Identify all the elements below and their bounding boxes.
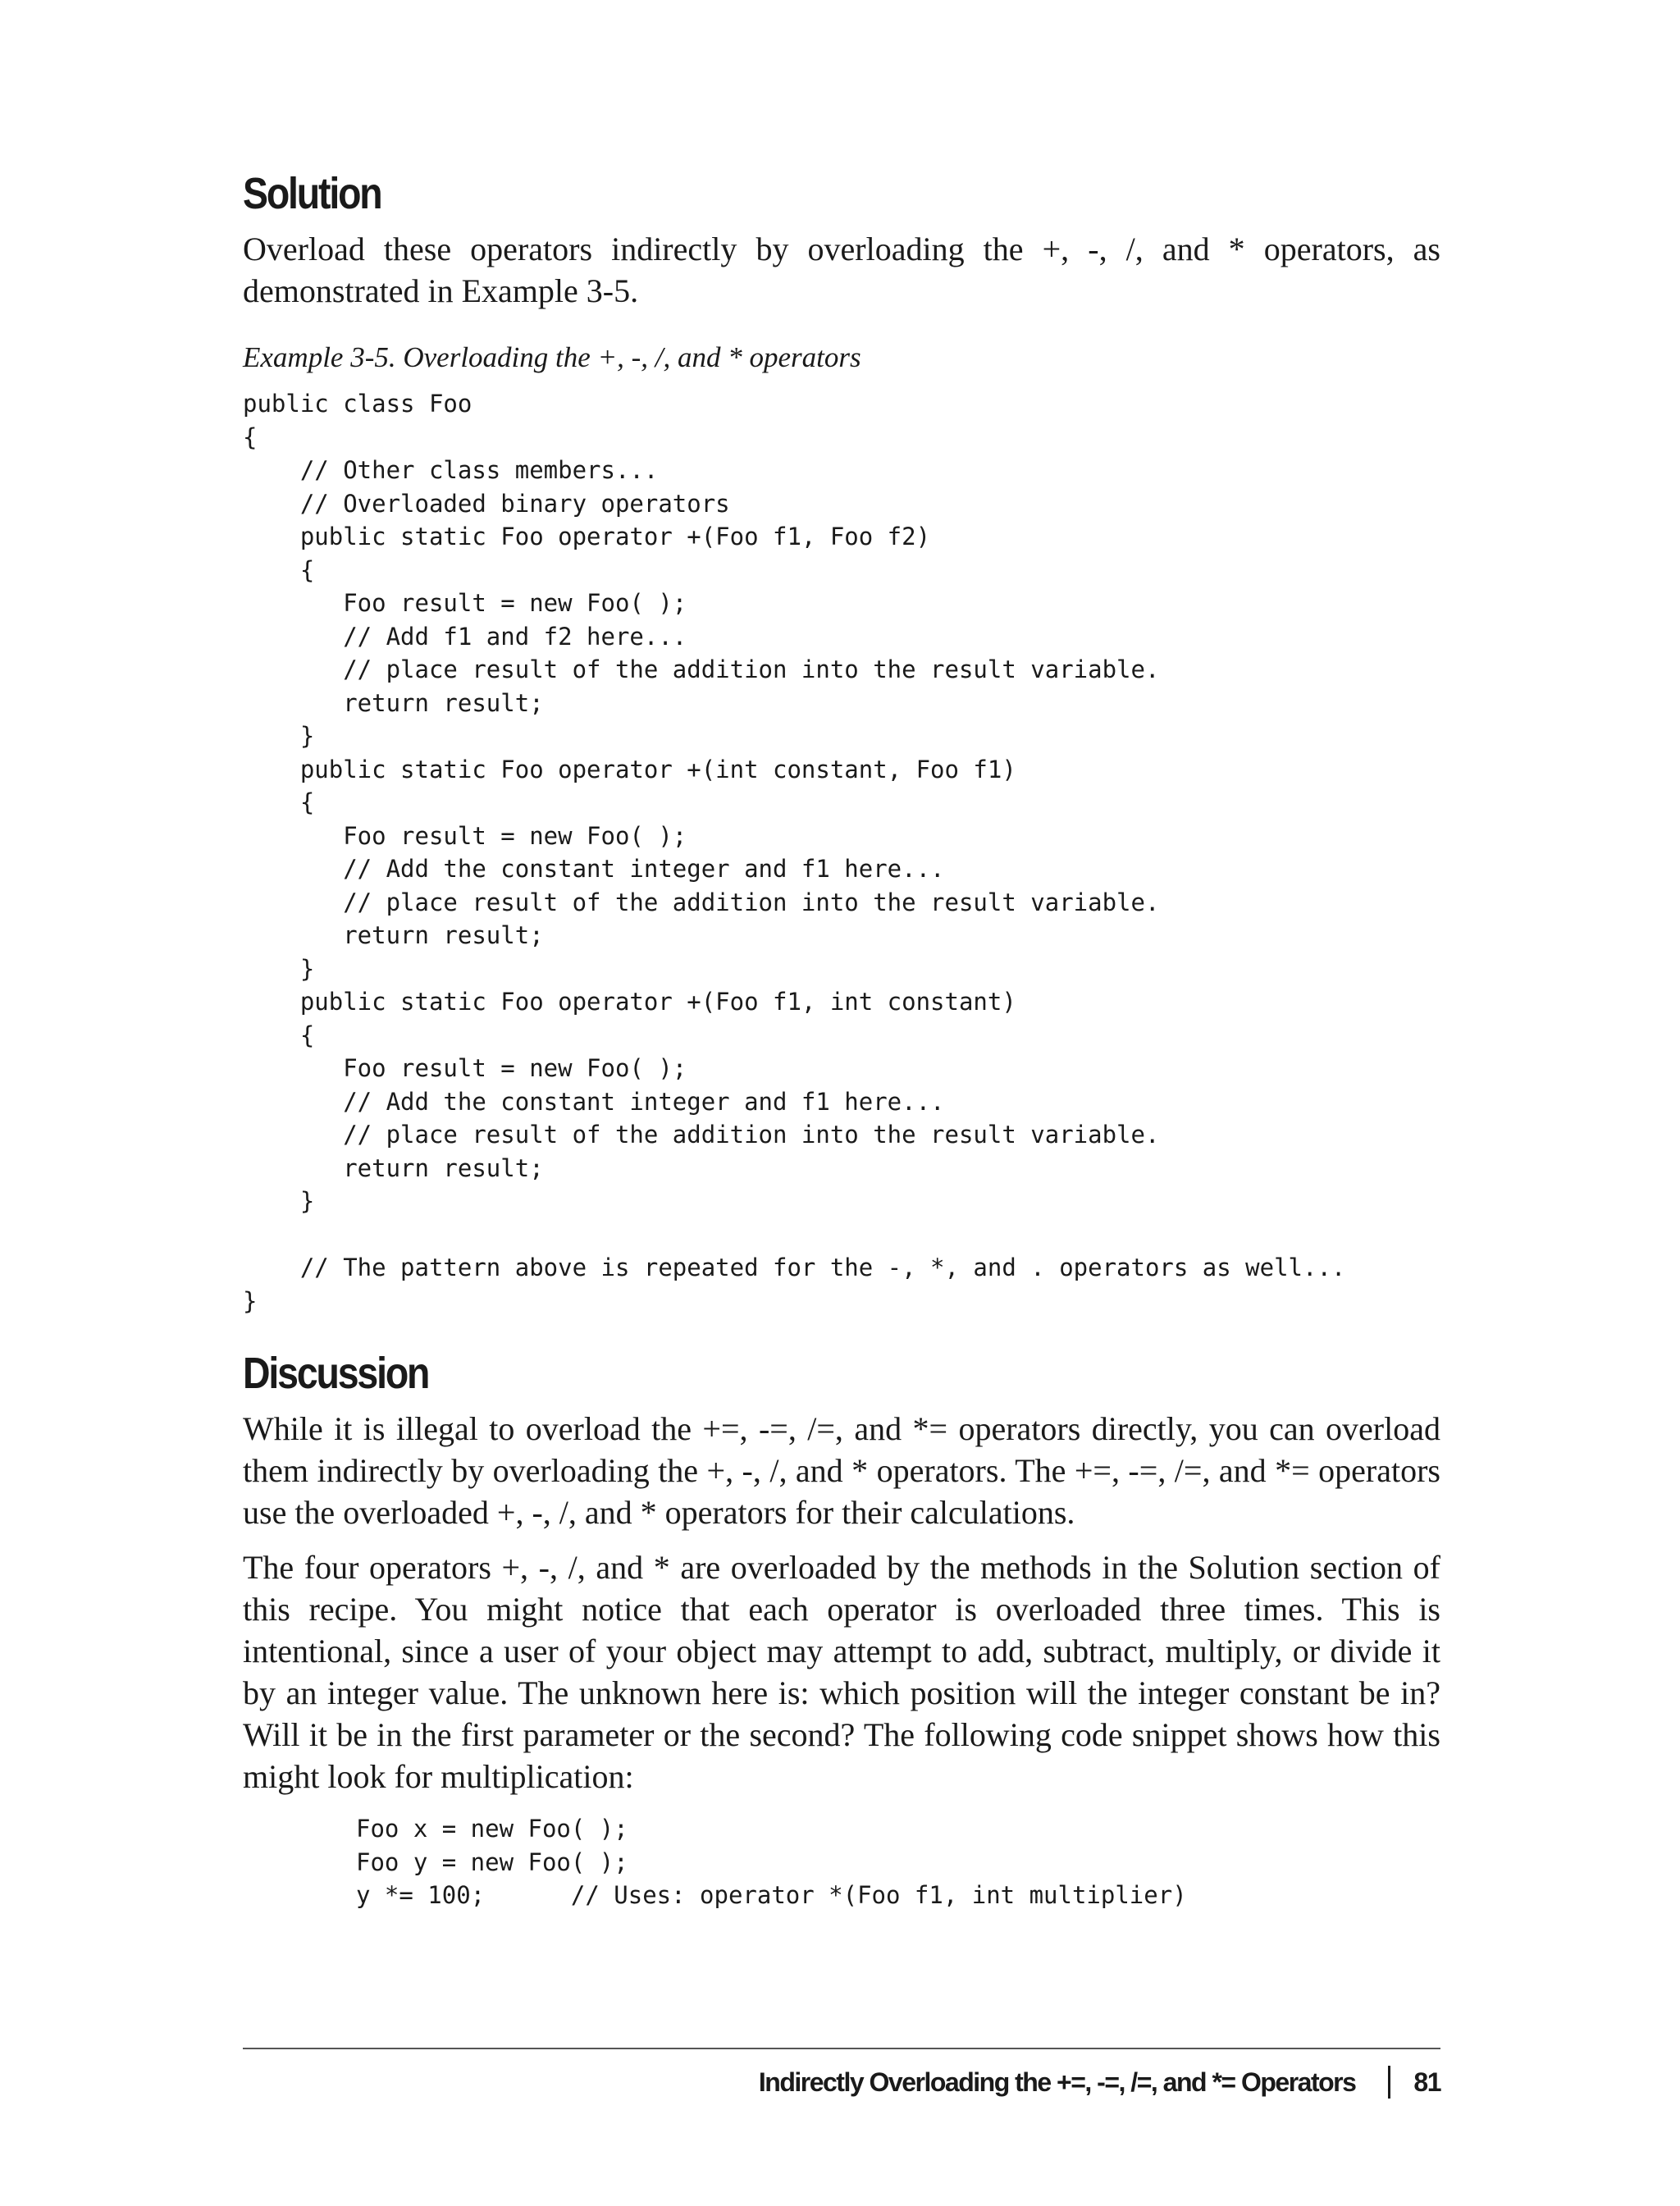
snippet-code-block: Foo x = new Foo( ); Foo y = new Foo( ); y *= 100; // Uses: operator *(Foo f1, int multiplier): [356, 1815, 1187, 1909]
footer-text: [759, 2066, 1440, 2099]
example-code-block: public class Foo { // Other class members... // Overloaded binary operators public static Foo operator +(Foo f1, Foo f2) { Foo result = new Foo( ); // Add f1 and f2 here... // place result of the addition into the result variable. return result; } public static Foo operator +(int constant, Foo f1) { Foo result = new Foo( ); // Add the constant integer and f1 here... // place result of the addition into the result variable. return result; } public static Foo operator +(Foo f1, int constant) { Foo result = new Foo( ); // Add the constant integer and f1 here... // place result of the addition into the result variable. return result; } // The pattern above is repeated for the -, *, and . operators as well... }: [243, 390, 1346, 1315]
solution-heading: Solution: [243, 169, 381, 218]
discussion-paragraph-2: The four operators +, -, /, and * are overloaded by the methods in the Solution section of this recipe. You might notice that each operator is overloaded three times. This is intentional, since a user of your object may attempt to add, subtract, multiply, or divide it by an integer value. The unknown here is: which position will the integer constant be in? Will it be in the first parameter or the second? The following code snippet shows how this might look for multiplication:: [243, 1549, 1440, 1795]
footer-separator: [1388, 2066, 1390, 2099]
example-caption: Example 3-5. Overloading the +, -, /, and * operators: [243, 341, 861, 373]
discussion-heading: Discussion: [243, 1349, 429, 1398]
running-title: Indirectly Overloading the +=, -=, /=, and *= Operators: [758, 2067, 1356, 2097]
page-footer: [243, 2048, 1440, 2097]
page-number: 81: [1413, 2067, 1440, 2097]
discussion-paragraph-1: While it is illegal to overload the +=, -=, /=, and *= operators directly, you can overload them indirectly by overloading the +, -, /, and * operators. The +=, -=, /=, and *= operators use the overloaded +, -, /, and * operators for their calculations.: [243, 1410, 1440, 1531]
page-content: [243, 164, 1440, 1912]
solution-intro: Overload these operators indirectly by overloading the +, -, /, and * operators, as demonstrated in Example 3-5.: [243, 231, 1440, 309]
